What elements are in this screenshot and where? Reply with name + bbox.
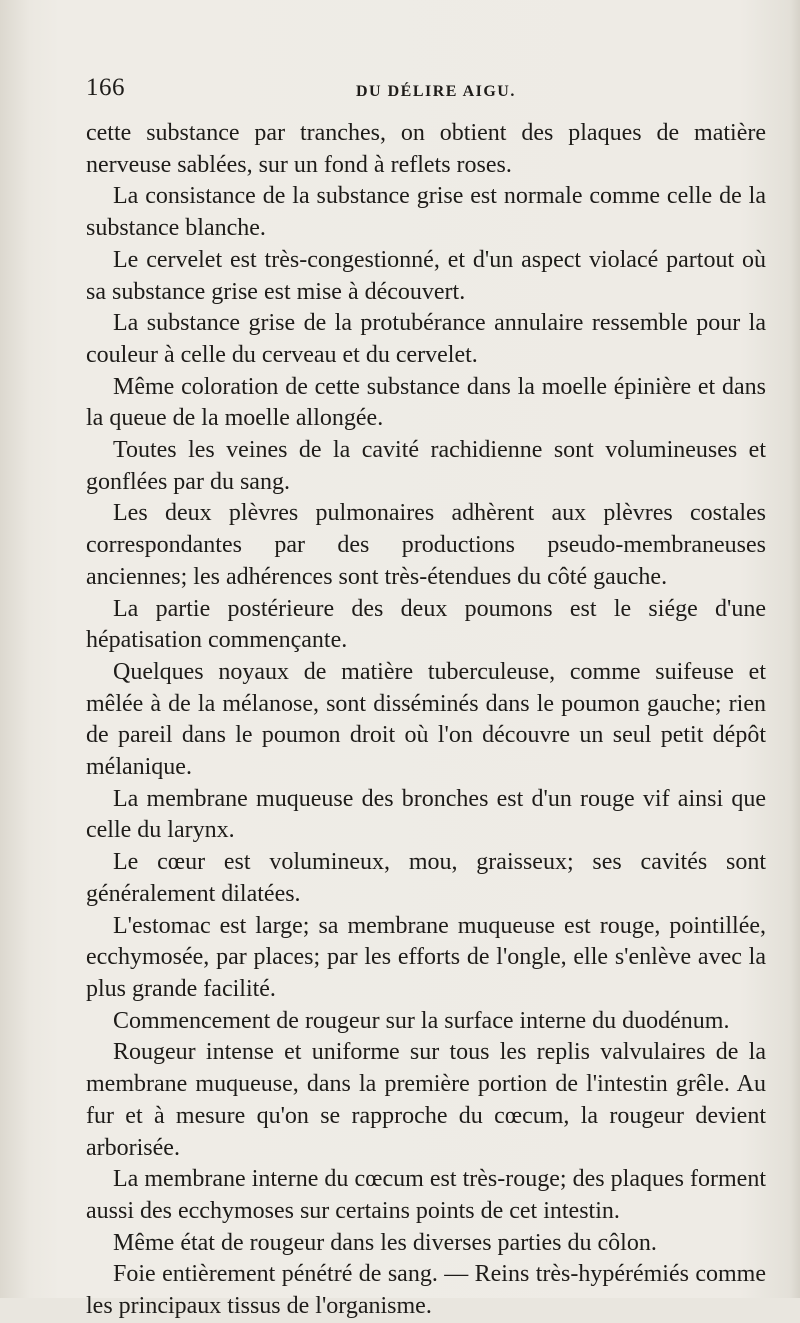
body-text: [86, 118, 766, 1323]
paragraph: L'estomac est large; sa membrane muqueuse est rouge, pointillée, ecchymosée, par places; par les efforts de l'ongle, elle s'enlève avec la plus grande facilité.: [86, 912, 766, 1002]
paragraph: La membrane interne du cœcum est très-rouge; des plaques forment aussi des ecchymoses sur certains points de cet intestin.: [86, 1166, 766, 1224]
paragraph: La substance grise de la protubérance annulaire ressemble pour la couleur à celle du cerveau et du cervelet.: [86, 310, 766, 368]
paragraph: Le cervelet est très-congestionné, et d'un aspect violacé partout où sa substance grise est mise à découvert.: [86, 246, 766, 305]
paragraph: Rougeur intense et uniforme sur tous les replis valvulaires de la membrane muqueuse, dans la première portion de l'intestin grêle. Au fur et à mesure qu'on se rapproche du cœcum, la rougeur devient arborisée.: [86, 1039, 766, 1161]
paragraph: Quelques noyaux de matière tuberculeuse, comme suifeuse et mêlée à de la mélanose, sont disséminés dans le poumon gauche; rien de pareil dans le poumon droit où l'on découvre un seul petit dépôt mélanique.: [86, 658, 766, 781]
paragraph: Le cœur est volumineux, mou, graisseux; ses cavités sont généralement dilatées.: [86, 849, 766, 907]
page-header: [86, 74, 766, 110]
paragraph: Même coloration de cette substance dans la moelle épinière et dans la queue de la moelle allongée.: [86, 373, 766, 432]
paragraph: Même état de rougeur dans les diverses parties du côlon.: [113, 1229, 657, 1256]
page-number: 166: [86, 74, 125, 101]
paragraph: La consistance de la substance grise est normale comme celle de la substance blanche.: [86, 183, 766, 242]
paragraph: Les deux plèvres pulmonaires adhèrent aux plèvres costales correspondantes par des productions pseudo-membraneuses anciennes; les adhérences sont très-étendues du côté gauche.: [86, 500, 766, 590]
paragraph: La partie postérieure des deux poumons est le siége d'une hépatisation commençante.: [86, 595, 766, 654]
paragraph: Toutes les veines de la cavité rachidienne sont volumineuses et gonflées par du sang.: [86, 437, 766, 495]
paragraph: Commencement de rougeur sur la surface interne du duodénum.: [113, 1007, 730, 1034]
paragraph: La membrane muqueuse des bronches est d'un rouge vif ainsi que celle du larynx.: [86, 785, 766, 844]
paragraph: Foie entièrement pénétré de sang. — Reins très-hypérémiés comme les principaux tissus de l'organisme.: [86, 1261, 766, 1320]
running-title: DU DÉLIRE AIGU.: [356, 83, 516, 100]
paragraph: cette substance par tranches, on obtient des plaques de matière nerveuse sablées, sur un fond à reflets roses.: [86, 120, 766, 178]
